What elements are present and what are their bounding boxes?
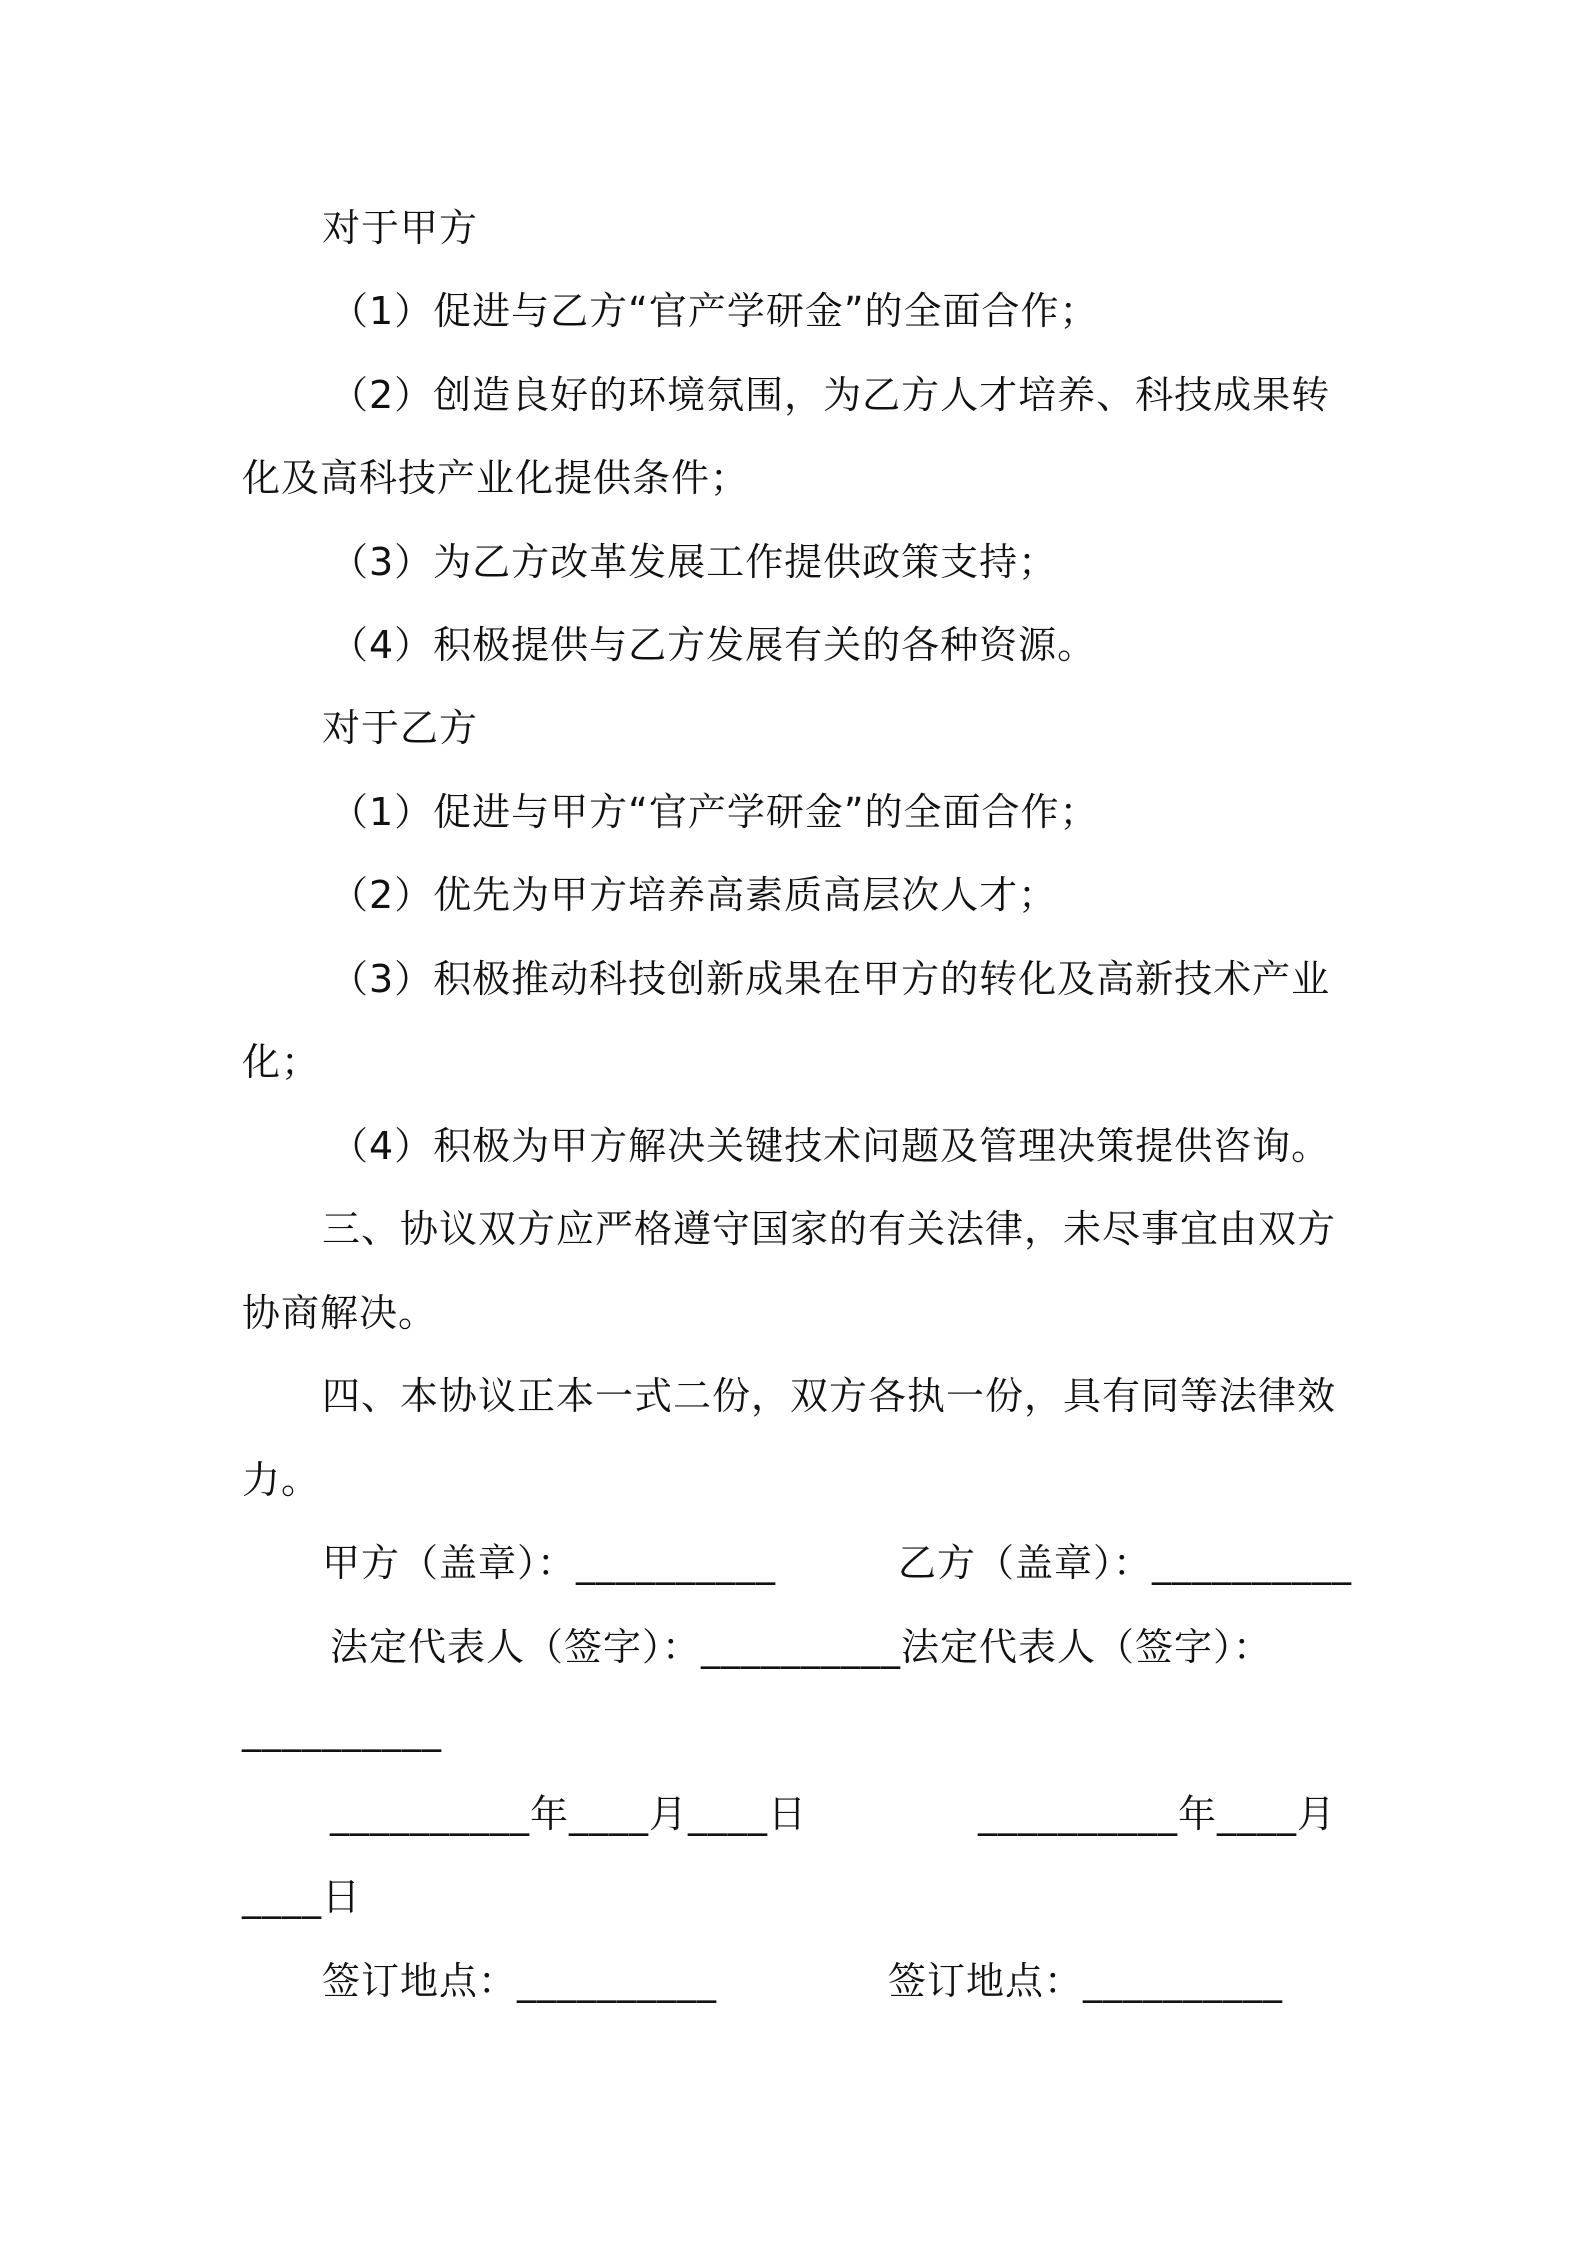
- party-a-item-3: （3）为乙方改革发展工作提供政策支持；: [330, 540, 1058, 584]
- party-a-heading: 对于甲方: [322, 206, 479, 250]
- party-b-item-1: （1）促进与甲方“官产学研金”的全面合作；: [330, 790, 1099, 834]
- party-a-item-2-line-2: 化及高科技产业化提供条件；: [242, 456, 750, 500]
- clause-4-line-2: 力。: [242, 1458, 321, 1502]
- legal-rep-line-1: 法定代表人（签字）：__________法定代表人（签字）：: [330, 1625, 1273, 1669]
- signing-place-party-a: 签订地点：__________: [322, 1959, 718, 2003]
- date-line-party-b-continued: ____日: [242, 1875, 362, 1919]
- legal-rep-line-2: __________: [242, 1708, 442, 1752]
- signing-place-party-b: 签订地点：__________: [888, 1959, 1284, 2003]
- clause-3-line-1: 三、协议双方应严格遵守国家的有关法律，未尽事宜由双方: [322, 1207, 1337, 1251]
- clause-3-line-2: 协商解决。: [242, 1291, 438, 1335]
- party-b-seal-line: 乙方（盖章）：__________: [898, 1541, 1353, 1585]
- party-b-item-2: （2）优先为甲方培养高素质高层次人才；: [330, 873, 1058, 917]
- party-a-item-2-line-1: （2）创造良好的环境氛围，为乙方人才培养、科技成果转: [330, 373, 1331, 417]
- party-b-heading: 对于乙方: [322, 706, 479, 750]
- party-b-item-4: （4）积极为甲方解决关键技术问题及管理决策提供咨询。: [330, 1124, 1331, 1168]
- party-b-item-3-line-1: （3）积极推动科技创新成果在甲方的转化及高新技术产业: [330, 957, 1331, 1001]
- party-a-item-4: （4）积极提供与乙方发展有关的各种资源。: [330, 623, 1097, 667]
- party-a-item-1: （1）促进与乙方“官产学研金”的全面合作；: [330, 289, 1099, 333]
- clause-4-line-1: 四、本协议正本一式二份，双方各执一份，具有同等法律效: [322, 1374, 1337, 1418]
- date-line-party-a: __________年____月____日: [330, 1792, 808, 1836]
- date-line-party-b: __________年____月: [978, 1792, 1337, 1836]
- party-a-seal-line: 甲方（盖章）：__________: [322, 1541, 777, 1585]
- party-b-item-3-line-2: 化；: [242, 1040, 321, 1084]
